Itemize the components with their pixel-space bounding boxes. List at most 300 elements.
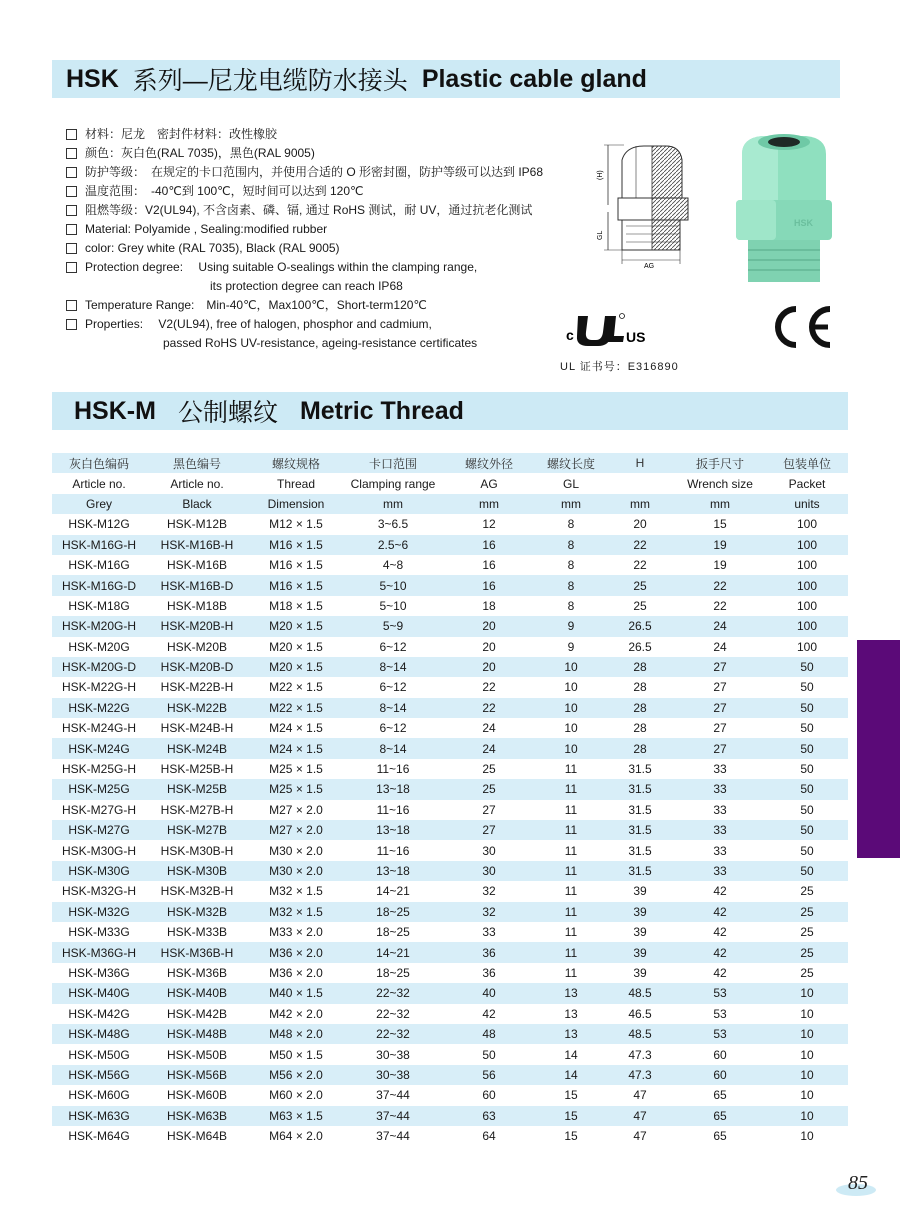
table-cell: 包装单位 — [766, 453, 848, 473]
table-cell: 42 — [674, 942, 766, 962]
table-cell: HSK-M30B-H — [160, 843, 234, 858]
table-cell: 11 — [536, 861, 606, 881]
table-cell: 4~8 — [382, 558, 404, 573]
table-cell: 53 — [674, 983, 766, 1003]
table-cell: HSK-M27G-H — [61, 802, 136, 817]
gl-dimension-label: GL — [597, 230, 604, 240]
table-cell: 60 — [482, 1088, 496, 1103]
table-cell: 47 — [606, 1106, 674, 1126]
table-cell: units — [766, 494, 848, 514]
table-cell: 100 — [766, 616, 848, 636]
table-cell: 26.5 — [606, 616, 674, 636]
table-cell: 11 — [536, 779, 606, 799]
table-cell: M32 × 1.5 — [269, 884, 323, 899]
table-cell: 50 — [766, 779, 848, 799]
table-cell: 13 — [564, 1006, 578, 1021]
spec-item: 颜色：灰白色(RAL 7035)，黑色(RAL 9005) — [66, 144, 586, 163]
spec-item: 阻燃等级：V2(UL94), 不含卤素、磷、镉, 通过 RoHS 测试，耐 UV，通过抗老化测试 — [66, 201, 586, 220]
table-cell: 50 — [800, 680, 814, 695]
table-cell: 螺纹外径 — [442, 453, 536, 473]
table-cell: M33 × 2.0 — [269, 925, 323, 940]
table-cell: 39 — [633, 925, 647, 940]
spec-list — [66, 125, 586, 353]
table-cell: 24 — [482, 721, 496, 736]
table-cell: 11 — [564, 925, 578, 940]
table-cell: HSK-M16G-H — [52, 535, 146, 555]
table-cell: 64 — [482, 1129, 496, 1144]
table-cell: 16 — [482, 558, 496, 573]
table-cell: M60 × 2.0 — [269, 1088, 323, 1103]
table-cell: 27 — [482, 802, 496, 817]
table-cell: 10 — [800, 1088, 814, 1103]
table-cell: M27 × 2.0 — [269, 802, 323, 817]
table-cell: M36 × 2.0 — [248, 942, 344, 962]
table-cell: 16 — [442, 535, 536, 555]
table-cell: 36 — [482, 965, 496, 980]
table-cell: 47.3 — [606, 1065, 674, 1085]
table-cell: HSK-M24B-H — [160, 721, 234, 736]
table-cell: M36 × 2.0 — [269, 965, 323, 980]
table-cell: mm — [606, 494, 674, 514]
table-cell: 11 — [564, 802, 578, 817]
table-row — [52, 1126, 848, 1146]
table-cell: 13~18 — [344, 820, 442, 840]
section-prefix: HSK-M — [74, 396, 156, 425]
table-cell: HSK-M56G — [52, 1065, 146, 1085]
table-cell: 30 — [442, 861, 536, 881]
product-table — [52, 453, 848, 1146]
table-cell: 50 — [766, 861, 848, 881]
table-cell: 46.5 — [628, 1006, 652, 1021]
table-row — [52, 596, 848, 616]
table-cell: 24 — [674, 616, 766, 636]
table-cell: Wrench size — [687, 476, 753, 491]
table-cell: HSK-M36G — [68, 965, 130, 980]
table-cell: HSK-M25G — [52, 779, 146, 799]
table-cell: 27 — [713, 680, 727, 695]
table-cell: 42 — [713, 965, 727, 980]
table-cell: 10 — [766, 1065, 848, 1085]
table-cell: 27 — [674, 698, 766, 718]
title-cn: 系列—尼龙电缆防水接头 — [132, 67, 408, 95]
table-cell: Article no. — [72, 476, 126, 491]
table-cell: 28 — [606, 657, 674, 677]
table-cell: HSK-M40B — [146, 983, 248, 1003]
table-cell: HSK-M56B — [146, 1065, 248, 1085]
table-cell: HSK-M33B — [166, 925, 228, 940]
table-cell: HSK-M18B — [166, 598, 228, 613]
table-cell: 53 — [713, 1006, 727, 1021]
spec-item: 温度范围： -40℃到 100℃，短时间可以达到 120℃ — [66, 182, 586, 201]
table-cell: 11 — [536, 820, 606, 840]
table-cell: 10 — [564, 680, 578, 695]
table-cell: 27 — [674, 738, 766, 758]
spec-item: 材料：尼龙 密封件材料：改性橡胶 — [66, 125, 586, 144]
table-row — [52, 800, 848, 820]
table-cell: 56 — [442, 1065, 536, 1085]
section-title-en: Metric Thread — [299, 396, 464, 425]
table-cell: HSK-M32G — [52, 902, 146, 922]
table-row — [52, 677, 848, 697]
table-cell: HSK-M42G — [68, 1006, 130, 1021]
table-cell: 15 — [564, 1088, 578, 1103]
table-cell: Grey — [52, 494, 146, 514]
page-number: 85 — [834, 1172, 882, 1196]
table-row — [52, 718, 848, 738]
table-cell: 24 — [442, 738, 536, 758]
table-cell: M40 × 1.5 — [248, 983, 344, 1003]
table-cell: 100 — [796, 639, 818, 654]
photo-mark: HSK — [794, 218, 814, 228]
table-cell: HSK-M32B-H — [160, 884, 234, 899]
table-cell: 50 — [800, 762, 814, 777]
table-cell: HSK-M27B — [146, 820, 248, 840]
table-cell: AG — [480, 476, 498, 491]
table-cell: 50 — [766, 738, 848, 758]
table-cell: 25 — [800, 925, 814, 940]
table-cell: 10 — [800, 1129, 814, 1144]
table-cell: 30 — [482, 843, 496, 858]
table-cell: 27 — [713, 721, 727, 736]
table-cell: 50 — [766, 820, 848, 840]
table-cell: Thread — [276, 476, 316, 491]
table-cell: 14 — [564, 1047, 578, 1062]
table-cell: 2.5~6 — [344, 535, 442, 555]
checkbox-icon — [66, 319, 77, 330]
table-cell: HSK-M33G — [68, 925, 130, 940]
table-cell: 5~10 — [344, 575, 442, 595]
table-cell: HSK-M16G — [68, 558, 130, 573]
spec-item: Material: Polyamide , Sealing:modified rubber — [66, 220, 586, 239]
table-cell: HSK-M24G — [52, 738, 146, 758]
table-cell: 26.5 — [628, 639, 652, 654]
table-cell: 30~38 — [376, 1047, 410, 1062]
table-cell: 24 — [713, 639, 727, 654]
table-row — [52, 861, 848, 881]
table-cell: 27 — [442, 820, 536, 840]
header-row-en — [52, 473, 848, 493]
table-cell: 31.5 — [628, 802, 652, 817]
table-cell: M16 × 1.5 — [248, 535, 344, 555]
table-cell: M25 × 1.5 — [269, 762, 323, 777]
table-cell: 8 — [567, 517, 575, 532]
table-cell: 8 — [536, 535, 606, 555]
table-cell: mm — [674, 494, 766, 514]
table-cell: M22 × 1.5 — [248, 698, 344, 718]
table-cell: 13 — [536, 1024, 606, 1044]
table-cell: HSK-M32B — [146, 902, 248, 922]
table-cell: HSK-M36B — [166, 965, 228, 980]
table-cell: HSK-M22G-H — [61, 680, 136, 695]
header-row-units — [52, 494, 848, 514]
checkbox-icon — [66, 186, 77, 197]
table-cell: HSK-M40G — [52, 983, 146, 1003]
table-cell: HSK-M16G-D — [52, 575, 146, 595]
table-cell: HSK-M12B — [166, 517, 228, 532]
table-cell: 8 — [567, 558, 575, 573]
table-cell: 28 — [633, 680, 647, 695]
spec-item: Temperature Range: Min-40℃，Max100℃，Short-term120℃ — [66, 296, 586, 315]
spec-item: color: Grey white (RAL 7035), Black (RAL 9005) — [66, 239, 586, 258]
table-cell: 14~21 — [344, 942, 442, 962]
table-cell: M24 × 1.5 — [269, 721, 323, 736]
table-cell: 15 — [713, 517, 727, 532]
table-cell: 47 — [633, 1129, 647, 1144]
table-row — [52, 840, 848, 860]
table-cell: HSK-M20B-H — [146, 616, 248, 636]
table-cell: 螺纹规格 — [248, 453, 344, 473]
ul-logo — [566, 310, 656, 346]
checkbox-icon — [66, 300, 77, 311]
table-cell: 22 — [713, 598, 727, 613]
table-cell: 37~44 — [344, 1106, 442, 1126]
table-cell: M27 × 2.0 — [248, 820, 344, 840]
table-cell: mm — [442, 494, 536, 514]
table-cell: 18 — [482, 598, 496, 613]
checkbox-icon — [66, 129, 77, 140]
title-en: Plastic cable gland — [421, 64, 647, 93]
table-cell: 33 — [674, 779, 766, 799]
table-cell: M16 × 1.5 — [248, 575, 344, 595]
table-cell: 33 — [674, 861, 766, 881]
table-cell: M22 × 1.5 — [269, 680, 323, 695]
table-row — [52, 820, 848, 840]
table-cell: HSK-M32G-H — [61, 884, 136, 899]
table-cell: 32 — [482, 884, 496, 899]
table-cell: 39 — [633, 884, 647, 899]
table-row — [52, 514, 848, 534]
table-cell: 11 — [564, 762, 578, 777]
table-cell: GL — [562, 476, 579, 491]
table-cell: HSK-M27G — [52, 820, 146, 840]
table-cell: 53 — [674, 1024, 766, 1044]
table-cell: 48.5 — [606, 983, 674, 1003]
ul-c-letter: c — [566, 327, 574, 343]
ce-mark-icon — [770, 305, 834, 349]
title-banner — [52, 60, 840, 98]
table-cell: 22 — [482, 680, 496, 695]
table-cell: 9 — [536, 616, 606, 636]
table-cell: 47.3 — [628, 1047, 652, 1062]
spec-item: 防护等级： 在规定的卡口范围内，并使用合适的 O 形密封圈，防护等级可以达到 IP68 — [66, 163, 586, 182]
table-cell: M12 × 1.5 — [269, 517, 323, 532]
table-cell: 50 — [482, 1047, 496, 1062]
table-cell: 螺纹长度 — [536, 453, 606, 473]
table-cell: M63 × 1.5 — [248, 1106, 344, 1126]
table-cell: 32 — [442, 902, 536, 922]
table-cell: 33 — [674, 820, 766, 840]
table-cell: HSK-M36G-H — [52, 942, 146, 962]
table-row — [52, 963, 848, 983]
table-cell: 37~44 — [376, 1129, 410, 1144]
table-cell: HSK-M25G-H — [61, 762, 136, 777]
table-row — [52, 1004, 848, 1024]
table-cell: HSK-M60G — [68, 1088, 130, 1103]
table-cell: 8 — [536, 575, 606, 595]
table-cell: mm — [536, 494, 606, 514]
section-banner — [52, 392, 848, 430]
table-cell: 22 — [442, 698, 536, 718]
table-cell: HSK-M16B-D — [146, 575, 248, 595]
table-cell: 10 — [766, 983, 848, 1003]
table-cell: HSK-M63G — [52, 1106, 146, 1126]
table-cell: 31.5 — [628, 843, 652, 858]
table-row — [52, 535, 848, 555]
table-row — [52, 942, 848, 962]
table-cell: 5~9 — [344, 616, 442, 636]
table-cell: 25 — [482, 762, 496, 777]
table-cell: 14~21 — [376, 884, 410, 899]
table-cell: mm — [344, 494, 442, 514]
table-cell: 11 — [536, 902, 606, 922]
table-cell: HSK-M27B-H — [160, 802, 234, 817]
table-cell: M16 × 1.5 — [269, 558, 323, 573]
table-cell: 65 — [713, 1129, 727, 1144]
table-cell: 50 — [800, 802, 814, 817]
table-cell: HSK-M18G — [68, 598, 130, 613]
table-cell: 47 — [633, 1088, 647, 1103]
table-cell: 灰白色编码 — [52, 453, 146, 473]
table-cell: 39 — [606, 902, 674, 922]
table-cell: Dimension — [248, 494, 344, 514]
table-cell: 100 — [796, 517, 818, 532]
table-cell: HSK-M24G-H — [61, 721, 136, 736]
table-cell: 11 — [564, 965, 578, 980]
table-cell: HSK-M42B — [166, 1006, 228, 1021]
table-cell: 22~32 — [344, 1024, 442, 1044]
table-cell: 40 — [442, 983, 536, 1003]
checkbox-icon — [66, 224, 77, 235]
table-cell: 100 — [766, 535, 848, 555]
table-row — [52, 902, 848, 922]
table-cell: 14 — [536, 1065, 606, 1085]
table-cell: 11 — [564, 843, 578, 858]
table-row — [52, 616, 848, 636]
table-cell: 50 — [800, 843, 814, 858]
table-cell: 18~25 — [376, 925, 410, 940]
table-cell: 25 — [766, 942, 848, 962]
table-cell: 100 — [766, 575, 848, 595]
table-cell: 15 — [536, 1106, 606, 1126]
table-cell: 25 — [633, 598, 647, 613]
table-cell: 25 — [800, 965, 814, 980]
table-cell: 扳手尺寸 — [674, 453, 766, 473]
table-cell: 50 — [766, 657, 848, 677]
table-cell: M32 × 1.5 — [248, 902, 344, 922]
table-cell: HSK-M25B-H — [160, 762, 234, 777]
table-cell: M20 × 1.5 — [248, 616, 344, 636]
table-cell: 6~12 — [379, 680, 407, 695]
table-cell: HSK-M64G — [68, 1129, 130, 1144]
table-cell: 13~18 — [344, 861, 442, 881]
table-cell: M18 × 1.5 — [269, 598, 323, 613]
ul-us-letters: US — [626, 329, 646, 345]
table-cell: 10 — [564, 721, 578, 736]
table-cell: 8~14 — [344, 657, 442, 677]
table-row — [52, 922, 848, 942]
table-cell: 20 — [442, 616, 536, 636]
table-row — [52, 779, 848, 799]
table-cell: 48.5 — [606, 1024, 674, 1044]
table-cell: 22~32 — [376, 1006, 410, 1021]
table-cell: HSK-M20G — [68, 639, 130, 654]
gland-drawing — [596, 140, 706, 270]
table-cell: 33 — [713, 802, 727, 817]
table-cell: 65 — [674, 1106, 766, 1126]
table-cell: Clamping range — [350, 476, 436, 491]
series-prefix: HSK — [66, 64, 119, 93]
table-row — [52, 1024, 848, 1044]
table-cell: 39 — [606, 942, 674, 962]
table-cell: 36 — [442, 942, 536, 962]
table-cell: 60 — [674, 1065, 766, 1085]
table-cell: 31.5 — [606, 861, 674, 881]
table-cell: 33 — [713, 843, 727, 858]
table-cell: M24 × 1.5 — [248, 738, 344, 758]
table-cell: 25 — [606, 575, 674, 595]
table-row — [52, 555, 848, 575]
spec-item: Properties: V2(UL94), free of halogen, phosphor and cadmium, — [66, 315, 586, 334]
table-cell: 11~16 — [376, 802, 410, 817]
table-cell: 11 — [536, 942, 606, 962]
section-side-tab — [857, 640, 900, 858]
table-cell: HSK-M20B — [166, 639, 228, 654]
table-cell: 10 — [536, 657, 606, 677]
checkbox-icon — [66, 205, 77, 216]
table-cell: 33 — [713, 762, 727, 777]
table-cell: 50 — [800, 721, 814, 736]
table-cell: HSK-M30G-H — [61, 843, 136, 858]
table-cell: 13 — [536, 983, 606, 1003]
table-cell: HSK-M48G — [52, 1024, 146, 1044]
ul-certificate-number: UL 证书号：E316890 — [560, 361, 679, 373]
ag-dimension-label: AG — [644, 263, 655, 270]
table-cell: 42 — [674, 902, 766, 922]
table-cell: 31.5 — [606, 779, 674, 799]
table-cell: 6~12 — [379, 721, 407, 736]
table-cell: HSK-M48B — [146, 1024, 248, 1044]
table-cell: 11~16 — [376, 762, 410, 777]
checkbox-icon — [66, 148, 77, 159]
checkbox-icon — [66, 243, 77, 254]
table-cell: M42 × 2.0 — [269, 1006, 323, 1021]
table-cell: 卡口范围 — [344, 453, 442, 473]
table-cell: 5~10 — [379, 598, 407, 613]
table-cell: 15 — [564, 1129, 578, 1144]
table-row — [52, 1044, 848, 1064]
table-cell: HSK-M36B-H — [146, 942, 248, 962]
table-cell: M20 × 1.5 — [269, 639, 323, 654]
table-cell: 50 — [766, 698, 848, 718]
table-cell: 100 — [796, 598, 818, 613]
table-cell: HSK-M64B — [166, 1129, 228, 1144]
table-cell: M56 × 2.0 — [248, 1065, 344, 1085]
table-cell: 19 — [713, 558, 727, 573]
table-cell: 27 — [674, 657, 766, 677]
table-cell: 42 — [713, 884, 727, 899]
table-cell: Packet — [788, 476, 826, 491]
table-cell: 10 — [766, 1106, 848, 1126]
table-row — [52, 1085, 848, 1105]
table-row — [52, 698, 848, 718]
table-cell — [606, 473, 674, 493]
table-cell: HSK-M50B — [166, 1047, 228, 1062]
spec-item: Protection degree: Using suitable O-sealings within the clamping range, — [66, 258, 586, 277]
spec-continuation: its protection degree can reach IP68 — [210, 279, 403, 293]
table-cell: M64 × 2.0 — [269, 1129, 323, 1144]
table-cell: HSK-M30B — [146, 861, 248, 881]
table-cell: HSK-M16B — [166, 558, 228, 573]
